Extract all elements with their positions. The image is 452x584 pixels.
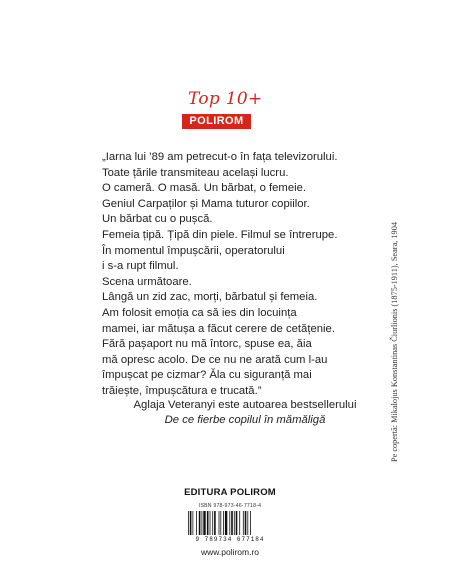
excerpt-line: Toate țările transmiteau același lucru. (102, 166, 289, 179)
excerpt-line: Femeia țipă. Țipă din piele. Filmul se întrerupe. (102, 228, 338, 241)
excerpt-line: mă opresc acolo. De ce nu ne arată cum l-au (102, 353, 328, 366)
cover-credit: Pe copertă: Mikalojus Konstantinas Čiurlionis (1875-1911), Seara, 1904 (390, 222, 399, 463)
excerpt-line: împușcat pe cizmar? Ăla cu siguranță mai (102, 369, 312, 382)
excerpt-line: mamei, iar mătușa a făcut cerere de cetățenie. (102, 322, 335, 335)
excerpt-line: Lângă un zid zac, morți, bărbatul și femeia. (102, 291, 318, 304)
back-cover-excerpt (102, 150, 402, 400)
excerpt-line: „Iarna lui ’89 am petrecut-o în fața televizorului. (102, 151, 338, 163)
excerpt-line: Un bărbat cu o pușcă. (102, 213, 213, 226)
publisher-block (170, 487, 290, 557)
author-note (95, 398, 395, 428)
top-10-series-logo: Top 10+ (188, 89, 263, 109)
excerpt-line: Fără pașaport nu mă întorc, spuse ea, ăia (102, 338, 312, 351)
bestseller-title: De ce fierbe copilul în mămăligă (164, 414, 326, 427)
excerpt-line: Geniul Carpaților și Mama tuturor copiilor. (102, 197, 310, 210)
barcode-digits: 9 789734 677184 (195, 536, 265, 543)
excerpt-line: trăiește, împușcătura e trucată.” (102, 384, 262, 397)
publisher-name: EDITURA POLIROM (184, 487, 276, 498)
excerpt-line: Am folosit emoția ca să ies din locuința (102, 306, 297, 319)
barcode-icon (186, 511, 274, 535)
excerpt-line: i s-a rupt filmul. (102, 260, 179, 273)
cover-credit-wrapper (388, 222, 402, 567)
publisher-website: www.polirom.ro (200, 547, 260, 557)
excerpt-line: Scena următoare. (102, 275, 192, 288)
polirom-badge: POLIROM (182, 114, 251, 129)
author-note-text: Aglaja Veteranyi este autoarea bestsellerului (133, 399, 357, 411)
series-brand (160, 89, 310, 149)
excerpt-line: O cameră. O masă. Un bărbat, o femeie. (102, 182, 307, 195)
excerpt-line: În momentul împușcării, operatorului (102, 244, 285, 257)
isbn-number: ISBN 978-973-46-7718-4 (198, 503, 262, 509)
